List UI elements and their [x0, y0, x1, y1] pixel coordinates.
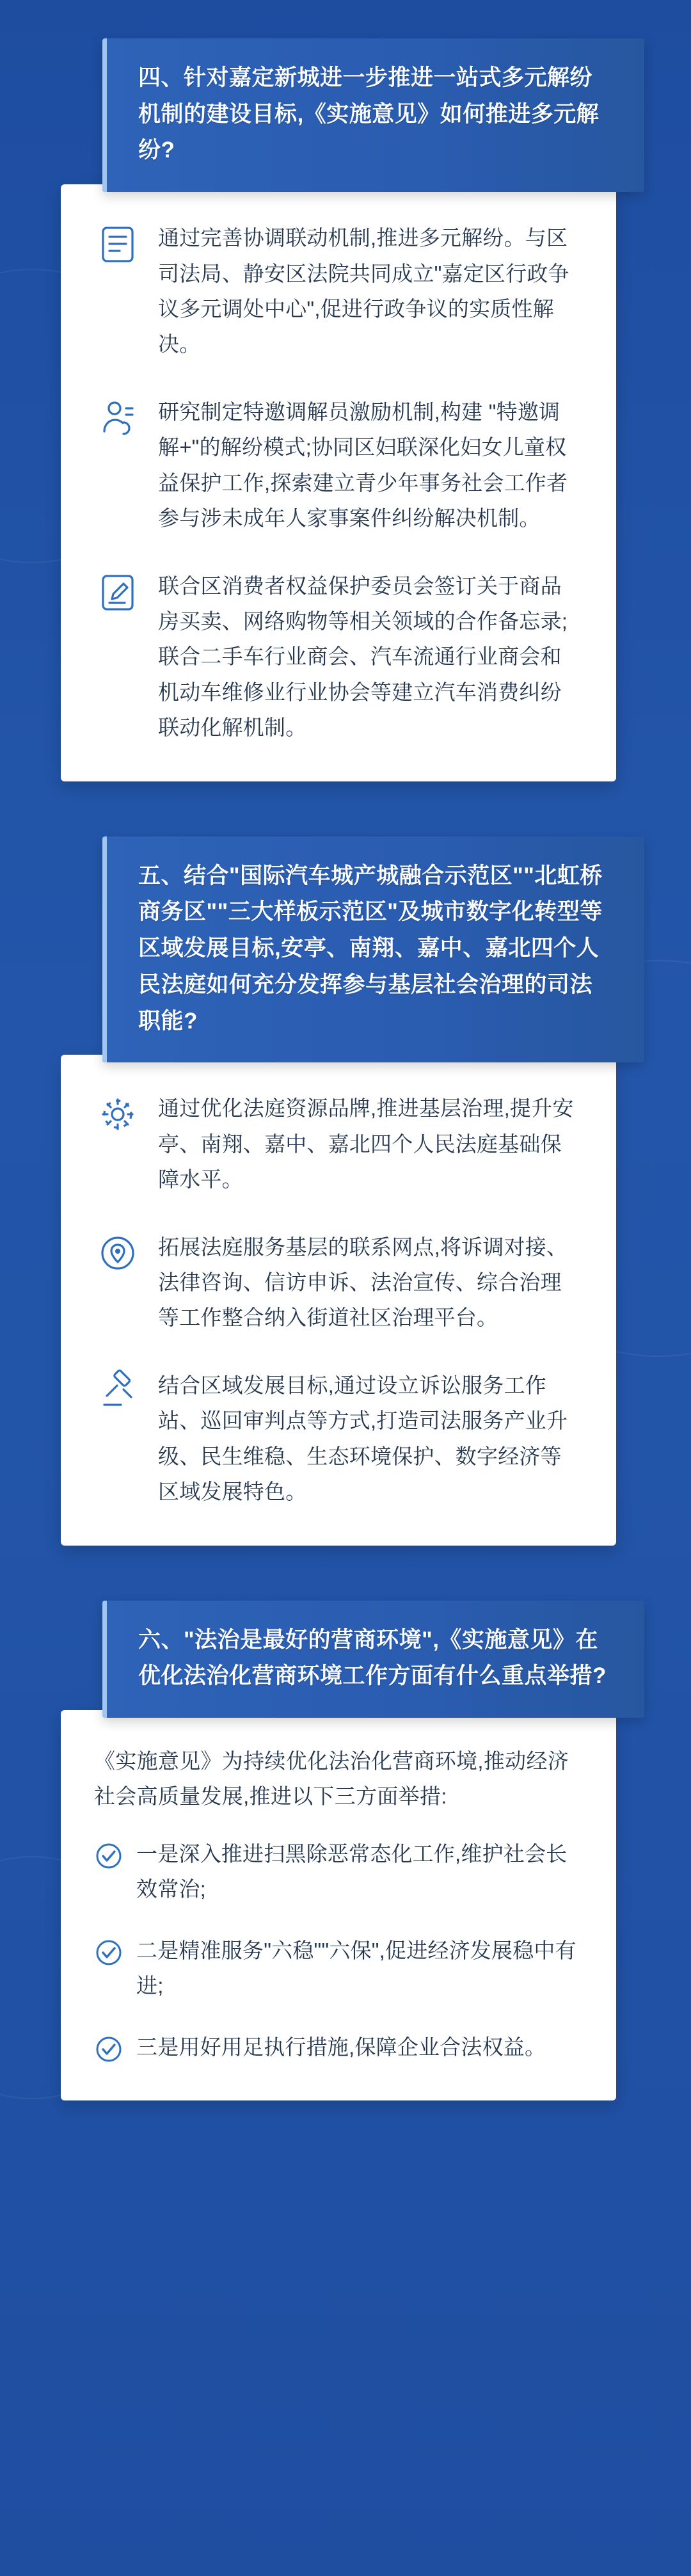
section-6-heading	[102, 1601, 644, 1718]
location-pin-icon	[94, 1229, 141, 1277]
section-6-heading-text: 六、"法治是最好的营商环境",《实施意见》在优化法治化营商环境工作方面有什么重点举措?	[138, 1627, 607, 1689]
list-item-text: 通过完善协调联动机制,推进多元解纷。与区司法局、静安区法院共同成立"嘉定区行政争议多元调处中心",促进行政争议的实质性解决。	[158, 226, 569, 356]
list-item-text: 联合区消费者权益保护委员会签订关于商品房买卖、网络购物等相关领域的合作备忘录;联合二手车行业商会、汽车流通行业商会和机动车维修业行业协会等建立汽车消费纠纷联动化解机制。	[158, 573, 568, 740]
list-item	[94, 1365, 579, 1510]
pen-signature-icon	[94, 568, 141, 616]
list-item-text: 拓展法庭服务基层的联系网点,将诉调对接、法律咨询、信访申诉、法治宣传、综合治理等工作整合纳入街道社区治理平台。	[158, 1235, 568, 1330]
mediator-person-icon	[94, 394, 141, 442]
list-item	[94, 2029, 579, 2065]
section-4-heading-text: 四、针对嘉定新城进一步推进一站式多元解纷机制的建设目标,《实施意见》如何推进多元解纷?	[138, 65, 600, 163]
list-item	[94, 1836, 579, 1907]
list-item-text: 一是深入推进扫黑除恶常态化工作,维护社会长效常治;	[136, 1841, 568, 1901]
list-item-text: 通过优化法庭资源品牌,推进基层治理,提升安亭、南翔、嘉中、嘉北四个人民法庭基础保障水平。	[158, 1096, 574, 1192]
list-item-text: 研究制定特邀调解员激励机制,构建 "特邀调解+"的解纷模式;协同区妇联深化妇女儿童权益保护工作,探索建立青少年事务社会工作者参与涉未成年人家事案件纠纷解决机制。	[158, 399, 568, 531]
list-item	[94, 1088, 579, 1197]
section-6-card	[61, 1710, 616, 2100]
check-circle-icon	[94, 1841, 123, 1871]
gear-icon	[94, 1091, 141, 1138]
section-6	[35, 1601, 656, 2100]
list-item	[94, 218, 579, 362]
list-item-text: 二是精准服务"六稳""六保",促进经济发展稳中有进;	[136, 1938, 576, 1998]
section-4-card	[61, 184, 616, 781]
gavel-icon	[94, 1368, 141, 1415]
list-item-text: 结合区域发展目标,通过设立诉讼服务工作站、巡回审判点等方式,打造司法服务产业升级、民生维稳、生态环境保护、数字经济等区域发展特色。	[158, 1373, 568, 1504]
section-5-heading	[102, 836, 644, 1062]
list-item	[94, 392, 579, 536]
section-5-heading-text: 五、结合"国际汽车城产城融合示范区""北虹桥商务区""三大样板示范区"及城市数字化转型等区域发展目标,安亭、南翔、嘉中、嘉北四个人民法庭如何充分发挥参与基层社会治理的司法职能?	[138, 863, 603, 1034]
document-icon	[94, 220, 141, 268]
list-item-text: 三是用好用足执行措施,保障企业合法权益。	[136, 2035, 546, 2059]
section-4-heading	[102, 38, 644, 192]
list-item	[94, 566, 579, 746]
check-circle-icon	[94, 1938, 123, 1967]
section-6-intro: 《实施意见》为持续优化法治化营商环境,推动经济社会高质量发展,推进以下三方面举措:	[94, 1748, 569, 1809]
list-item	[94, 1933, 579, 2004]
check-circle-icon	[94, 2035, 123, 2064]
section-5-card	[61, 1055, 616, 1545]
section-4	[35, 38, 656, 781]
list-item	[94, 1227, 579, 1336]
section-5	[35, 836, 656, 1546]
